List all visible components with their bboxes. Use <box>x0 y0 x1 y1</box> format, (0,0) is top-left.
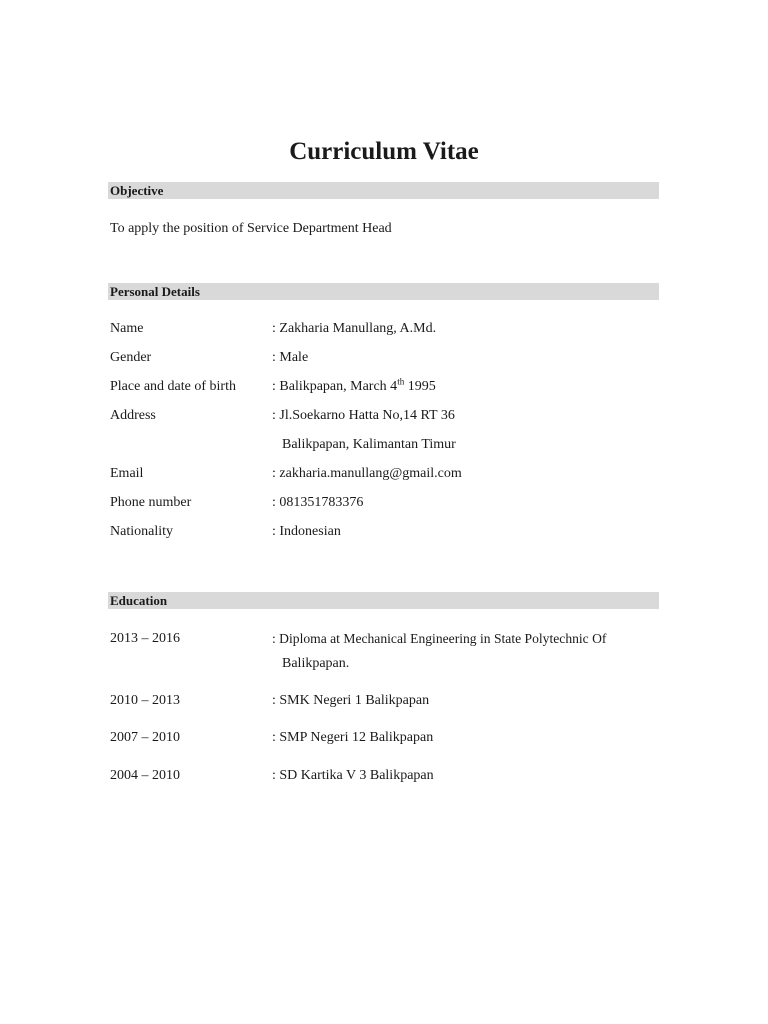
birth-label: Place and date of birth <box>110 379 236 394</box>
gender-label: Gender <box>110 350 152 365</box>
nationality-value: : Indonesian <box>272 524 341 539</box>
education-entry: : Diploma at Mechanical Engineering in State Polytechnic Of <box>272 631 607 646</box>
personal-details-heading: Personal Details <box>110 284 200 299</box>
phone-label: Phone number <box>110 495 192 510</box>
education-heading: Education <box>110 593 168 608</box>
document-title: Curriculum Vitae <box>289 138 479 165</box>
name-label: Name <box>110 321 144 336</box>
birth-value-sup: th <box>397 376 405 387</box>
objective-text: To apply the position of Service Department Head <box>110 221 392 236</box>
education-entry-continuation: Balikpapan. <box>282 656 350 671</box>
gender-value: : Male <box>272 350 309 365</box>
education-years: 2013 – 2016 <box>110 631 180 646</box>
personal-details-section-header <box>108 283 659 300</box>
email-label: Email <box>110 466 144 481</box>
address-line-1: : Jl.Soekarno Hatta No,14 RT 36 <box>272 408 455 423</box>
nationality-label: Nationality <box>110 524 173 539</box>
education-years: 2010 – 2013 <box>110 693 180 708</box>
name-value: : Zakharia Manullang, A.Md. <box>272 321 437 336</box>
education-years: 2004 – 2010 <box>110 768 180 783</box>
objective-section-header <box>108 182 659 199</box>
education-entry: : SMK Negeri 1 Balikpapan <box>272 693 430 708</box>
objective-heading: Objective <box>110 183 164 198</box>
address-label: Address <box>110 408 156 423</box>
education-entry: : SMP Negeri 12 Balikpapan <box>272 730 434 745</box>
education-section-header <box>108 592 659 609</box>
email-value: : zakharia.manullang@gmail.com <box>272 466 462 481</box>
education-years: 2007 – 2010 <box>110 730 180 745</box>
address-line-2: Balikpapan, Kalimantan Timur <box>282 437 456 452</box>
phone-value: : 081351783376 <box>272 495 364 510</box>
birth-value <box>272 378 436 396</box>
birth-value-prefix: : Balikpapan, March 4 <box>272 379 398 394</box>
birth-value-suffix: 1995 <box>404 379 436 394</box>
education-entry: : SD Kartika V 3 Balikpapan <box>272 768 434 783</box>
